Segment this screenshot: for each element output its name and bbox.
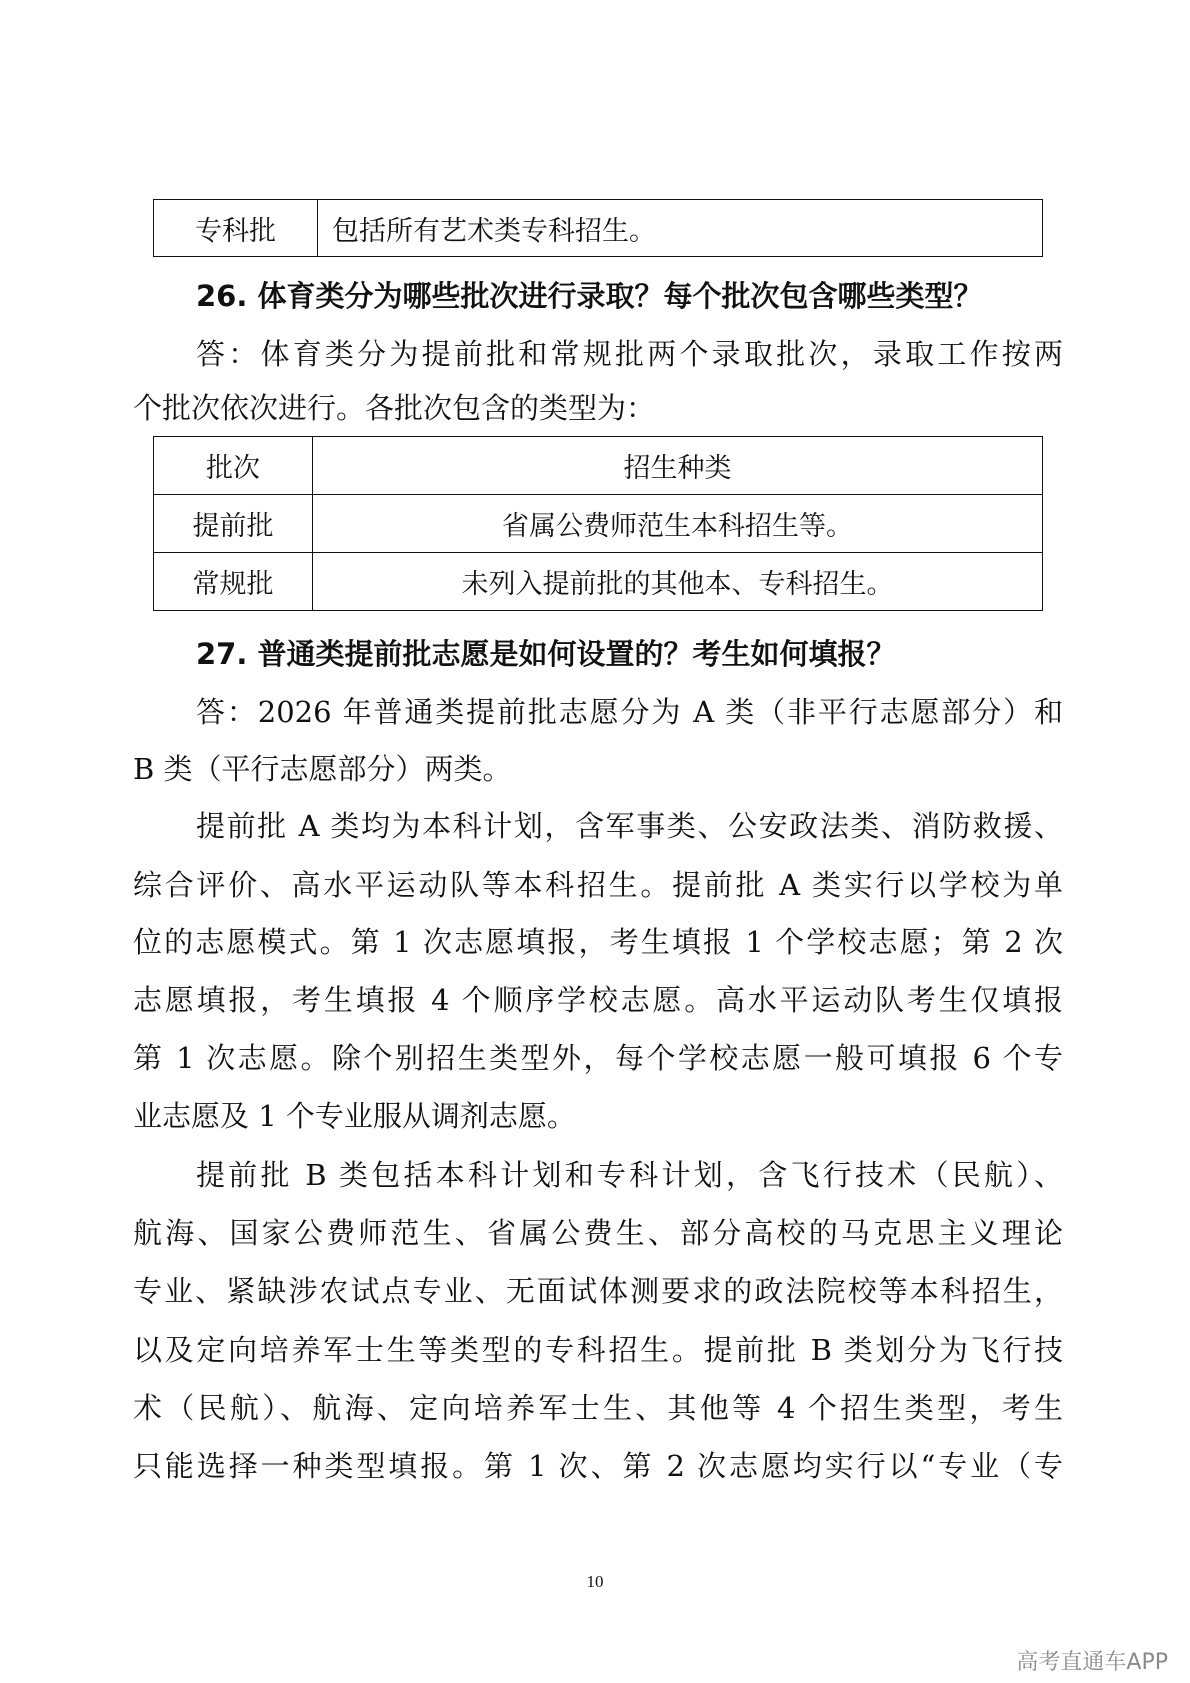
paragraph-line: 术（民航）、航海、定向培养军士生、其他等 4 个招生类型，考生	[133, 1391, 1063, 1425]
paragraph-line: 位的志愿模式。第 1 次志愿填报，考生填报 1 个学校志愿；第 2 次	[133, 925, 1063, 959]
watermark: 高考直通车APP	[1016, 1650, 1168, 1675]
paragraph-line: 综合评价、高水平运动队等本科招生。提前批 A 类实行以学校为单	[133, 868, 1063, 902]
header-types: 招生种类	[313, 437, 1043, 495]
types-cell: 包括所有艺术类专科招生。	[318, 200, 1043, 257]
table-header-row	[154, 437, 1043, 495]
types-cell: 省属公费师范生本科招生等。	[313, 495, 1043, 553]
types-cell: 未列入提前批的其他本、专科招生。	[313, 553, 1043, 611]
question-26-heading: 26. 体育类分为哪些批次进行录取？每个批次包含哪些类型？	[196, 279, 983, 313]
paragraph-line: 只能选择一种类型填报。第 1 次、第 2 次志愿均实行以“专业（专	[133, 1449, 1063, 1483]
paragraph-line: 答：体育类分为提前批和常规批两个录取批次，录取工作按两	[196, 337, 1063, 371]
paragraph-line: 业志愿及 1 个专业服从调剂志愿。	[133, 1099, 576, 1133]
batch-cell: 专科批	[154, 200, 318, 257]
table-row	[154, 495, 1043, 553]
table-row	[154, 200, 1043, 257]
header-batch: 批次	[154, 437, 313, 495]
page-number: 10	[586, 1572, 604, 1591]
paragraph-line: 以及定向培养军士生等类型的专科招生。提前批 B 类划分为飞行技	[133, 1333, 1063, 1367]
paragraph-line: 提前批 A 类均为本科计划，含军事类、公安政法类、消防救援、	[196, 809, 1063, 843]
paragraph-line: B 类（平行志愿部分）两类。	[133, 752, 512, 786]
paragraph-line: 第 1 次志愿。除个别招生类型外，每个学校志愿一般可填报 6 个专	[133, 1041, 1063, 1075]
question-27-heading: 27. 普通类提前批志愿是如何设置的？考生如何填报？	[196, 637, 896, 671]
paragraph-line: 答：2026 年普通类提前批志愿分为 A 类（非平行志愿部分）和	[196, 695, 1063, 729]
paragraph-line: 志愿填报，考生填报 4 个顺序学校志愿。高水平运动队考生仅填报	[133, 983, 1063, 1017]
art-batch-table	[153, 199, 1043, 257]
paragraph-line: 专业、紧缺涉农试点专业、无面试体测要求的政法院校等本科招生，	[133, 1274, 1063, 1308]
paragraph-line: 航海、国家公费师范生、省属公费生、部分高校的马克思主义理论	[133, 1216, 1063, 1250]
batch-cell: 常规批	[154, 553, 313, 611]
sports-batch-table	[153, 436, 1043, 611]
table-row	[154, 553, 1043, 611]
paragraph-line: 个批次依次进行。各批次包含的类型为：	[133, 391, 656, 425]
batch-cell: 提前批	[154, 495, 313, 553]
paragraph-line: 提前批 B 类包括本科计划和专科计划，含飞行技术（民航）、	[196, 1158, 1063, 1192]
